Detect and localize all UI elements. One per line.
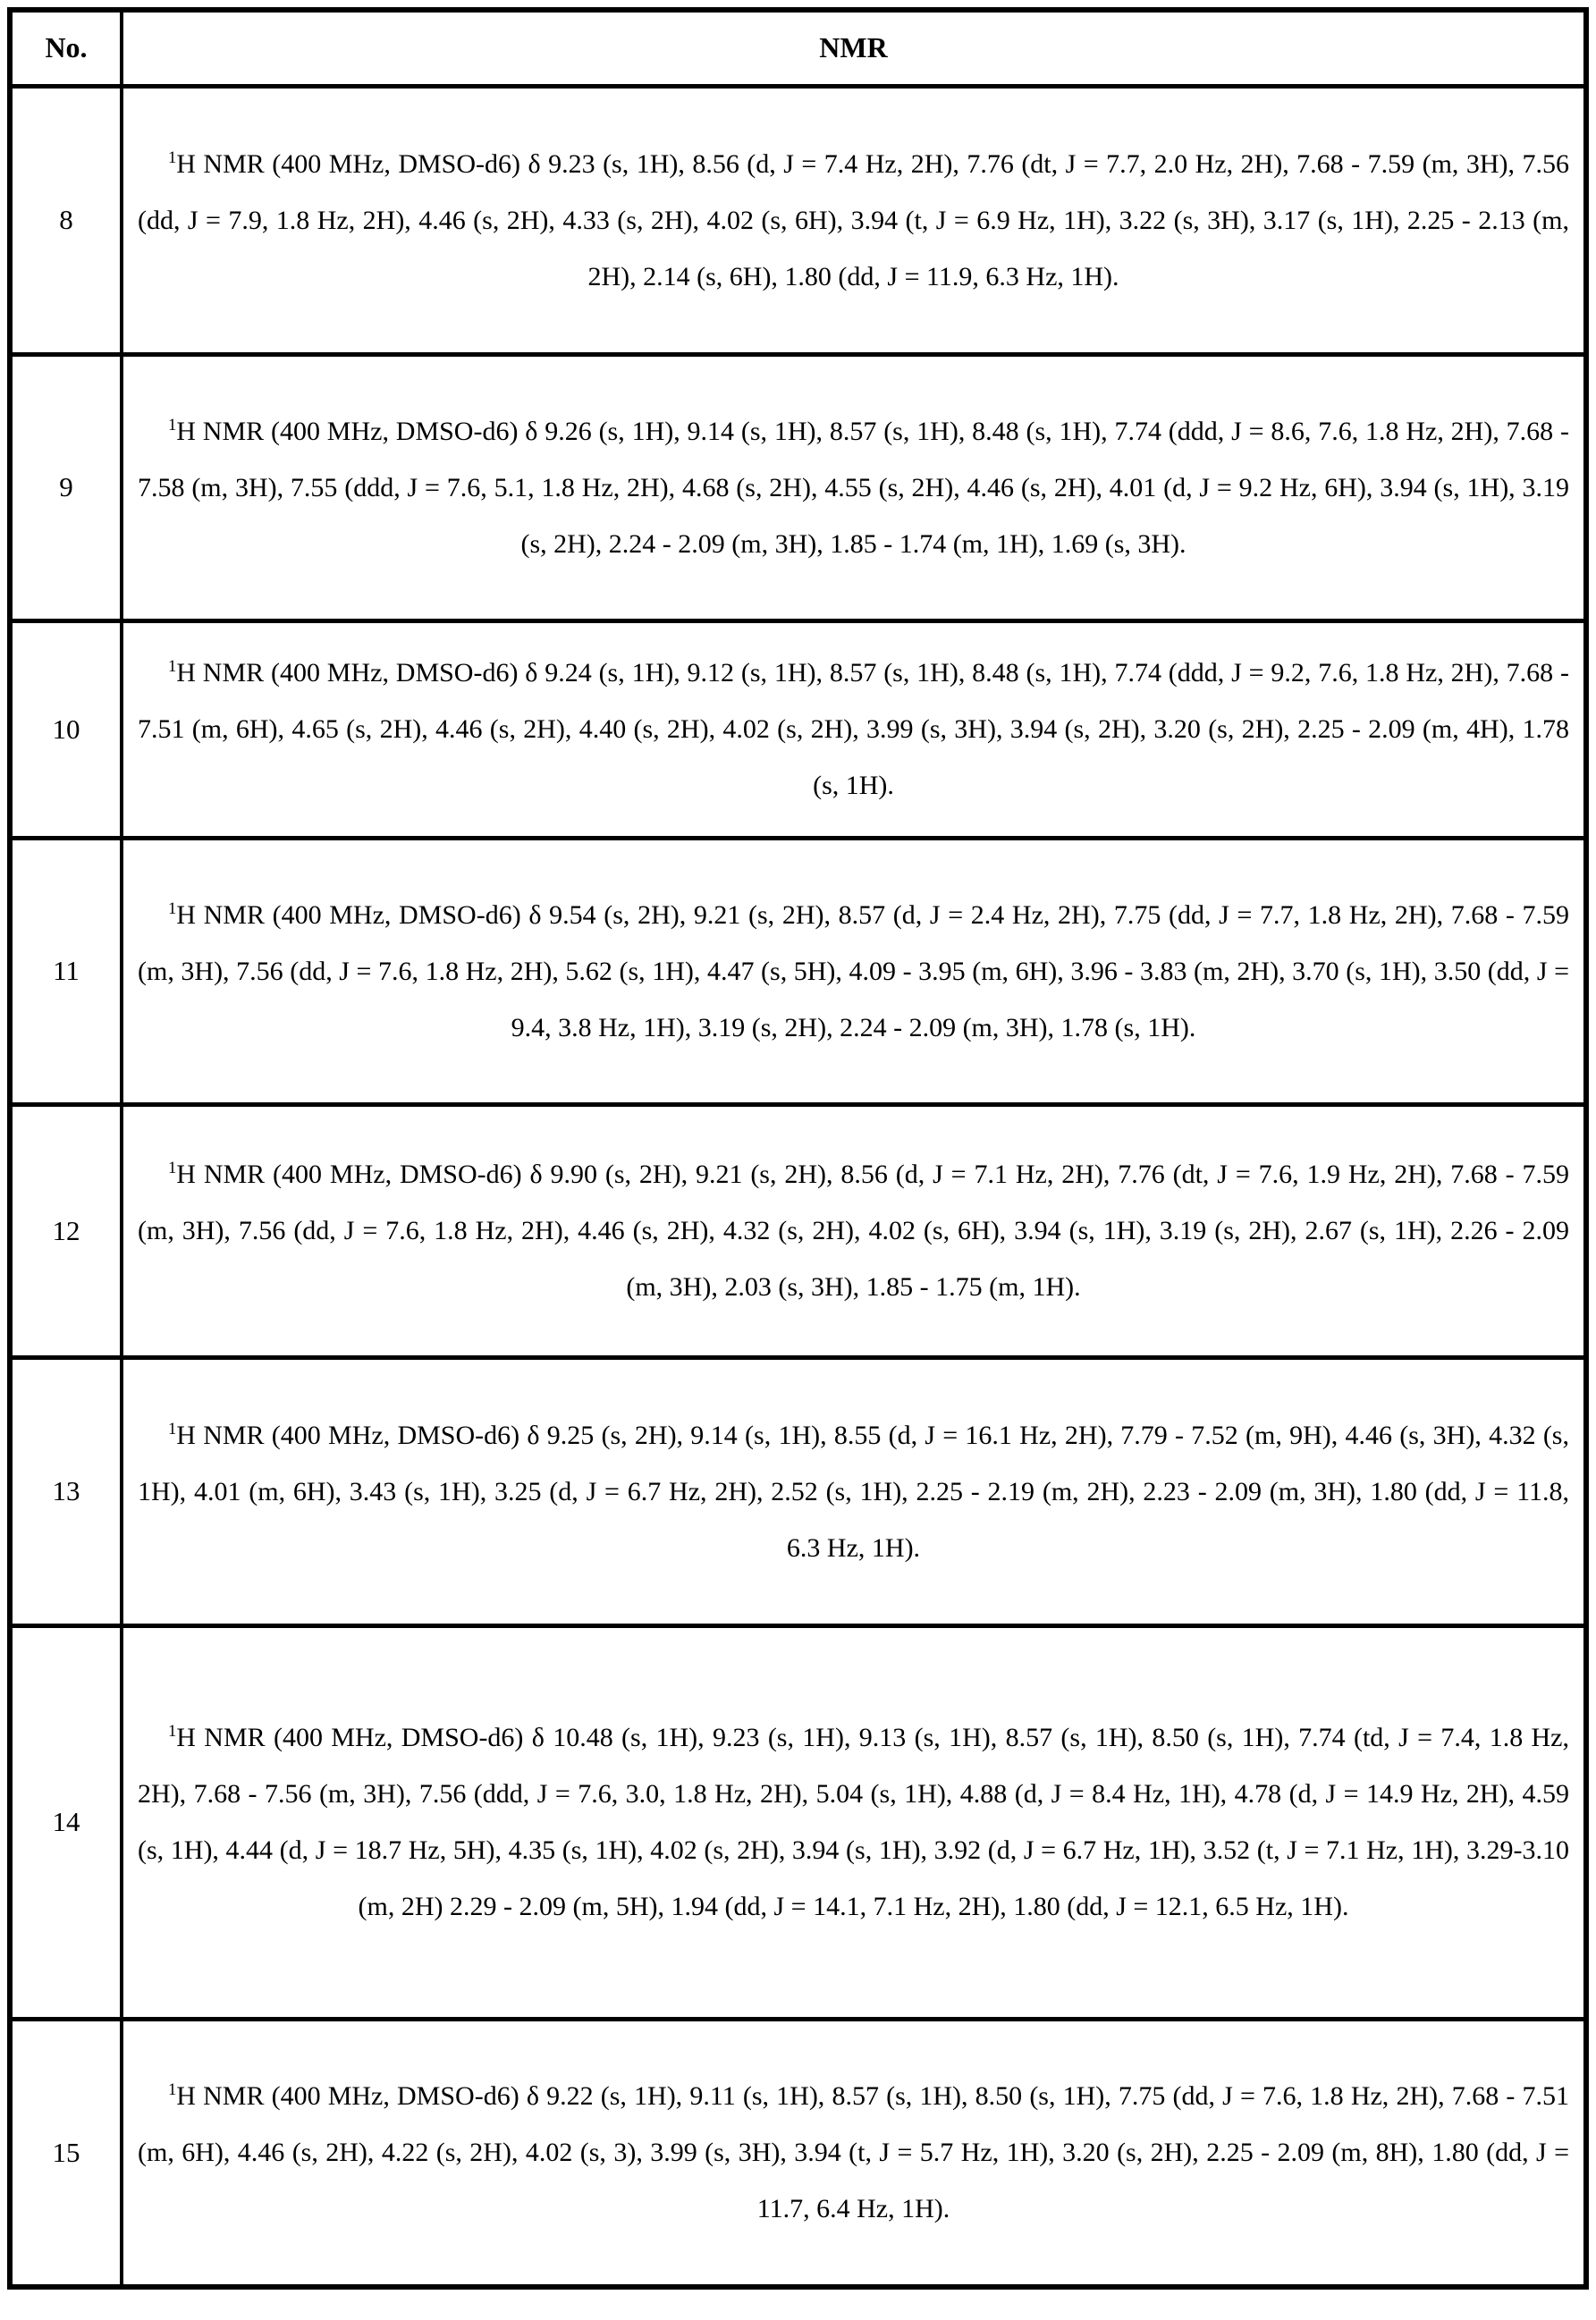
row-number-cell: 12 xyxy=(10,1104,122,1357)
table-row xyxy=(10,838,1586,1104)
nmr-description: H NMR (400 MHz, DMSO-d6) δ 9.24 (s, 1H), 9.12 (s, 1H), 8.57 (s, 1H), 8.48 (s, 1H), 7.74 (ddd, J = 9.2, 7.6, 1.8 Hz, 2H), 7.68 - 7.51 (m, 6H), 4.65 (s, 2H), 4.46 (s, 2H), 4.40 (s, 2H), 4.02 (s, 2H), 3.99 (s, 3H), 3.94 (s, 2H), 3.20 (s, 2H), 2.25 - 2.09 (m, 4H), 1.78 (s, 1H). xyxy=(138,658,1569,800)
nmr-description: H NMR (400 MHz, DMSO-d6) δ 9.23 (s, 1H), 8.56 (d, J = 7.4 Hz, 2H), 7.76 (dt, J = 7.7, 2.0 Hz, 2H), 7.68 - 7.59 (m, 3H), 7.56 (dd, J = 7.9, 1.8 Hz, 2H), 4.46 (s, 2H), 4.33 (s, 2H), 4.02 (s, 6H), 3.94 (t, J = 6.9 Hz, 1H), 3.22 (s, 3H), 3.17 (s, 1H), 2.25 - 2.13 (m, 2H), 2.14 (s, 6H), 1.80 (dd, J = 11.9, 6.3 Hz, 1H). xyxy=(138,148,1569,291)
row-number-cell: 8 xyxy=(10,86,122,354)
h1-superscript: 1 xyxy=(168,1722,177,1741)
row-number-cell: 14 xyxy=(10,1625,122,2019)
nmr-cell xyxy=(122,620,1586,838)
nmr-text xyxy=(138,645,1569,814)
h1-superscript: 1 xyxy=(168,2080,177,2100)
nmr-cell xyxy=(122,354,1586,620)
nmr-data-table xyxy=(7,7,1589,2290)
nmr-description: H NMR (400 MHz, DMSO-d6) δ 9.26 (s, 1H), 9.14 (s, 1H), 8.57 (s, 1H), 8.48 (s, 1H), 7.74 (ddd, J = 8.6, 7.6, 1.8 Hz, 2H), 7.68 - 7.58 (m, 3H), 7.55 (ddd, J = 7.6, 5.1, 1.8 Hz, 2H), 4.68 (s, 2H), 4.55 (s, 2H), 4.46 (s, 2H), 4.01 (d, J = 9.2 Hz, 6H), 3.94 (s, 1H), 3.19 (s, 2H), 2.24 - 2.09 (m, 3H), 1.85 - 1.74 (m, 1H), 1.69 (s, 3H). xyxy=(138,416,1569,559)
nmr-cell xyxy=(122,2019,1586,2287)
nmr-description: H NMR (400 MHz, DMSO-d6) δ 9.22 (s, 1H), 9.11 (s, 1H), 8.57 (s, 1H), 8.50 (s, 1H), 7.75 (dd, J = 7.6, 1.8 Hz, 2H), 7.68 - 7.51 (m, 6H), 4.46 (s, 2H), 4.22 (s, 2H), 4.02 (s, 3), 3.99 (s, 3H), 3.94 (t, J = 5.7 Hz, 1H), 3.20 (s, 2H), 2.25 - 2.09 (m, 8H), 1.80 (dd, J = 11.7, 6.4 Hz, 1H). xyxy=(138,2081,1569,2224)
nmr-text xyxy=(138,1709,1569,1935)
nmr-cell xyxy=(122,1104,1586,1357)
nmr-text xyxy=(138,2068,1569,2237)
h1-superscript: 1 xyxy=(168,657,177,676)
table-row xyxy=(10,1104,1586,1357)
h1-superscript: 1 xyxy=(168,148,177,167)
nmr-cell xyxy=(122,86,1586,354)
table-row xyxy=(10,1625,1586,2019)
nmr-text xyxy=(138,1146,1569,1315)
row-number-cell: 15 xyxy=(10,2019,122,2287)
h1-superscript: 1 xyxy=(168,898,177,918)
table-row xyxy=(10,354,1586,620)
nmr-cell xyxy=(122,1357,1586,1625)
column-header-nmr: NMR xyxy=(122,10,1586,86)
table-header-row xyxy=(10,10,1586,86)
table-row xyxy=(10,2019,1586,2287)
h1-superscript: 1 xyxy=(168,415,177,434)
nmr-cell xyxy=(122,838,1586,1104)
row-number-cell: 13 xyxy=(10,1357,122,1625)
column-header-no: No. xyxy=(10,10,122,86)
table-row xyxy=(10,86,1586,354)
h1-superscript: 1 xyxy=(168,1419,177,1438)
nmr-text xyxy=(138,1407,1569,1576)
nmr-text xyxy=(138,887,1569,1056)
table-row xyxy=(10,1357,1586,1625)
row-number-cell: 10 xyxy=(10,620,122,838)
nmr-text xyxy=(138,403,1569,572)
table-row xyxy=(10,620,1586,838)
row-number-cell: 11 xyxy=(10,838,122,1104)
nmr-description: H NMR (400 MHz, DMSO-d6) δ 9.90 (s, 2H), 9.21 (s, 2H), 8.56 (d, J = 7.1 Hz, 2H), 7.76 (dt, J = 7.6, 1.9 Hz, 2H), 7.68 - 7.59 (m, 3H), 7.56 (dd, J = 7.6, 1.8 Hz, 2H), 4.46 (s, 2H), 4.32 (s, 2H), 4.02 (s, 6H), 3.94 (s, 1H), 3.19 (s, 2H), 2.67 (s, 1H), 2.26 - 2.09 (m, 3H), 2.03 (s, 3H), 1.85 - 1.75 (m, 1H). xyxy=(138,1160,1569,1302)
nmr-description: H NMR (400 MHz, DMSO-d6) δ 9.25 (s, 2H), 9.14 (s, 1H), 8.55 (d, J = 16.1 Hz, 2H), 7.79 - 7.52 (m, 9H), 4.46 (s, 3H), 4.32 (s, 1H), 4.01 (m, 6H), 3.43 (s, 1H), 3.25 (d, J = 6.7 Hz, 2H), 2.52 (s, 1H), 2.25 - 2.19 (m, 2H), 2.23 - 2.09 (m, 3H), 1.80 (dd, J = 11.8, 6.3 Hz, 1H). xyxy=(138,1420,1569,1563)
nmr-description: H NMR (400 MHz, DMSO-d6) δ 10.48 (s, 1H), 9.23 (s, 1H), 9.13 (s, 1H), 8.57 (s, 1H), 8.50 (s, 1H), 7.74 (td, J = 7.4, 1.8 Hz, 2H), 7.68 - 7.56 (m, 3H), 7.56 (ddd, J = 7.6, 3.0, 1.8 Hz, 2H), 5.04 (s, 1H), 4.88 (d, J = 8.4 Hz, 1H), 4.78 (d, J = 14.9 Hz, 2H), 4.59 (s, 1H), 4.44 (d, J = 18.7 Hz, 5H), 4.35 (s, 1H), 4.02 (s, 2H), 3.94 (s, 1H), 3.92 (d, J = 6.7 Hz, 1H), 3.52 (t, J = 7.1 Hz, 1H), 3.29-3.10 (m, 2H) 2.29 - 2.09 (m, 5H), 1.94 (dd, J = 14.1, 7.1 Hz, 2H), 1.80 (dd, J = 12.1, 6.5 Hz, 1H). xyxy=(138,1723,1569,1921)
row-number-cell: 9 xyxy=(10,354,122,620)
nmr-text xyxy=(138,136,1569,305)
h1-superscript: 1 xyxy=(168,1159,177,1177)
nmr-description: H NMR (400 MHz, DMSO-d6) δ 9.54 (s, 2H), 9.21 (s, 2H), 8.57 (d, J = 2.4 Hz, 2H), 7.75 (dd, J = 7.7, 1.8 Hz, 2H), 7.68 - 7.59 (m, 3H), 7.56 (dd, J = 7.6, 1.8 Hz, 2H), 5.62 (s, 1H), 4.47 (s, 5H), 4.09 - 3.95 (m, 6H), 3.96 - 3.83 (m, 2H), 3.70 (s, 1H), 3.50 (dd, J = 9.4, 3.8 Hz, 1H), 3.19 (s, 2H), 2.24 - 2.09 (m, 3H), 1.78 (s, 1H). xyxy=(138,899,1569,1042)
nmr-cell xyxy=(122,1625,1586,2019)
